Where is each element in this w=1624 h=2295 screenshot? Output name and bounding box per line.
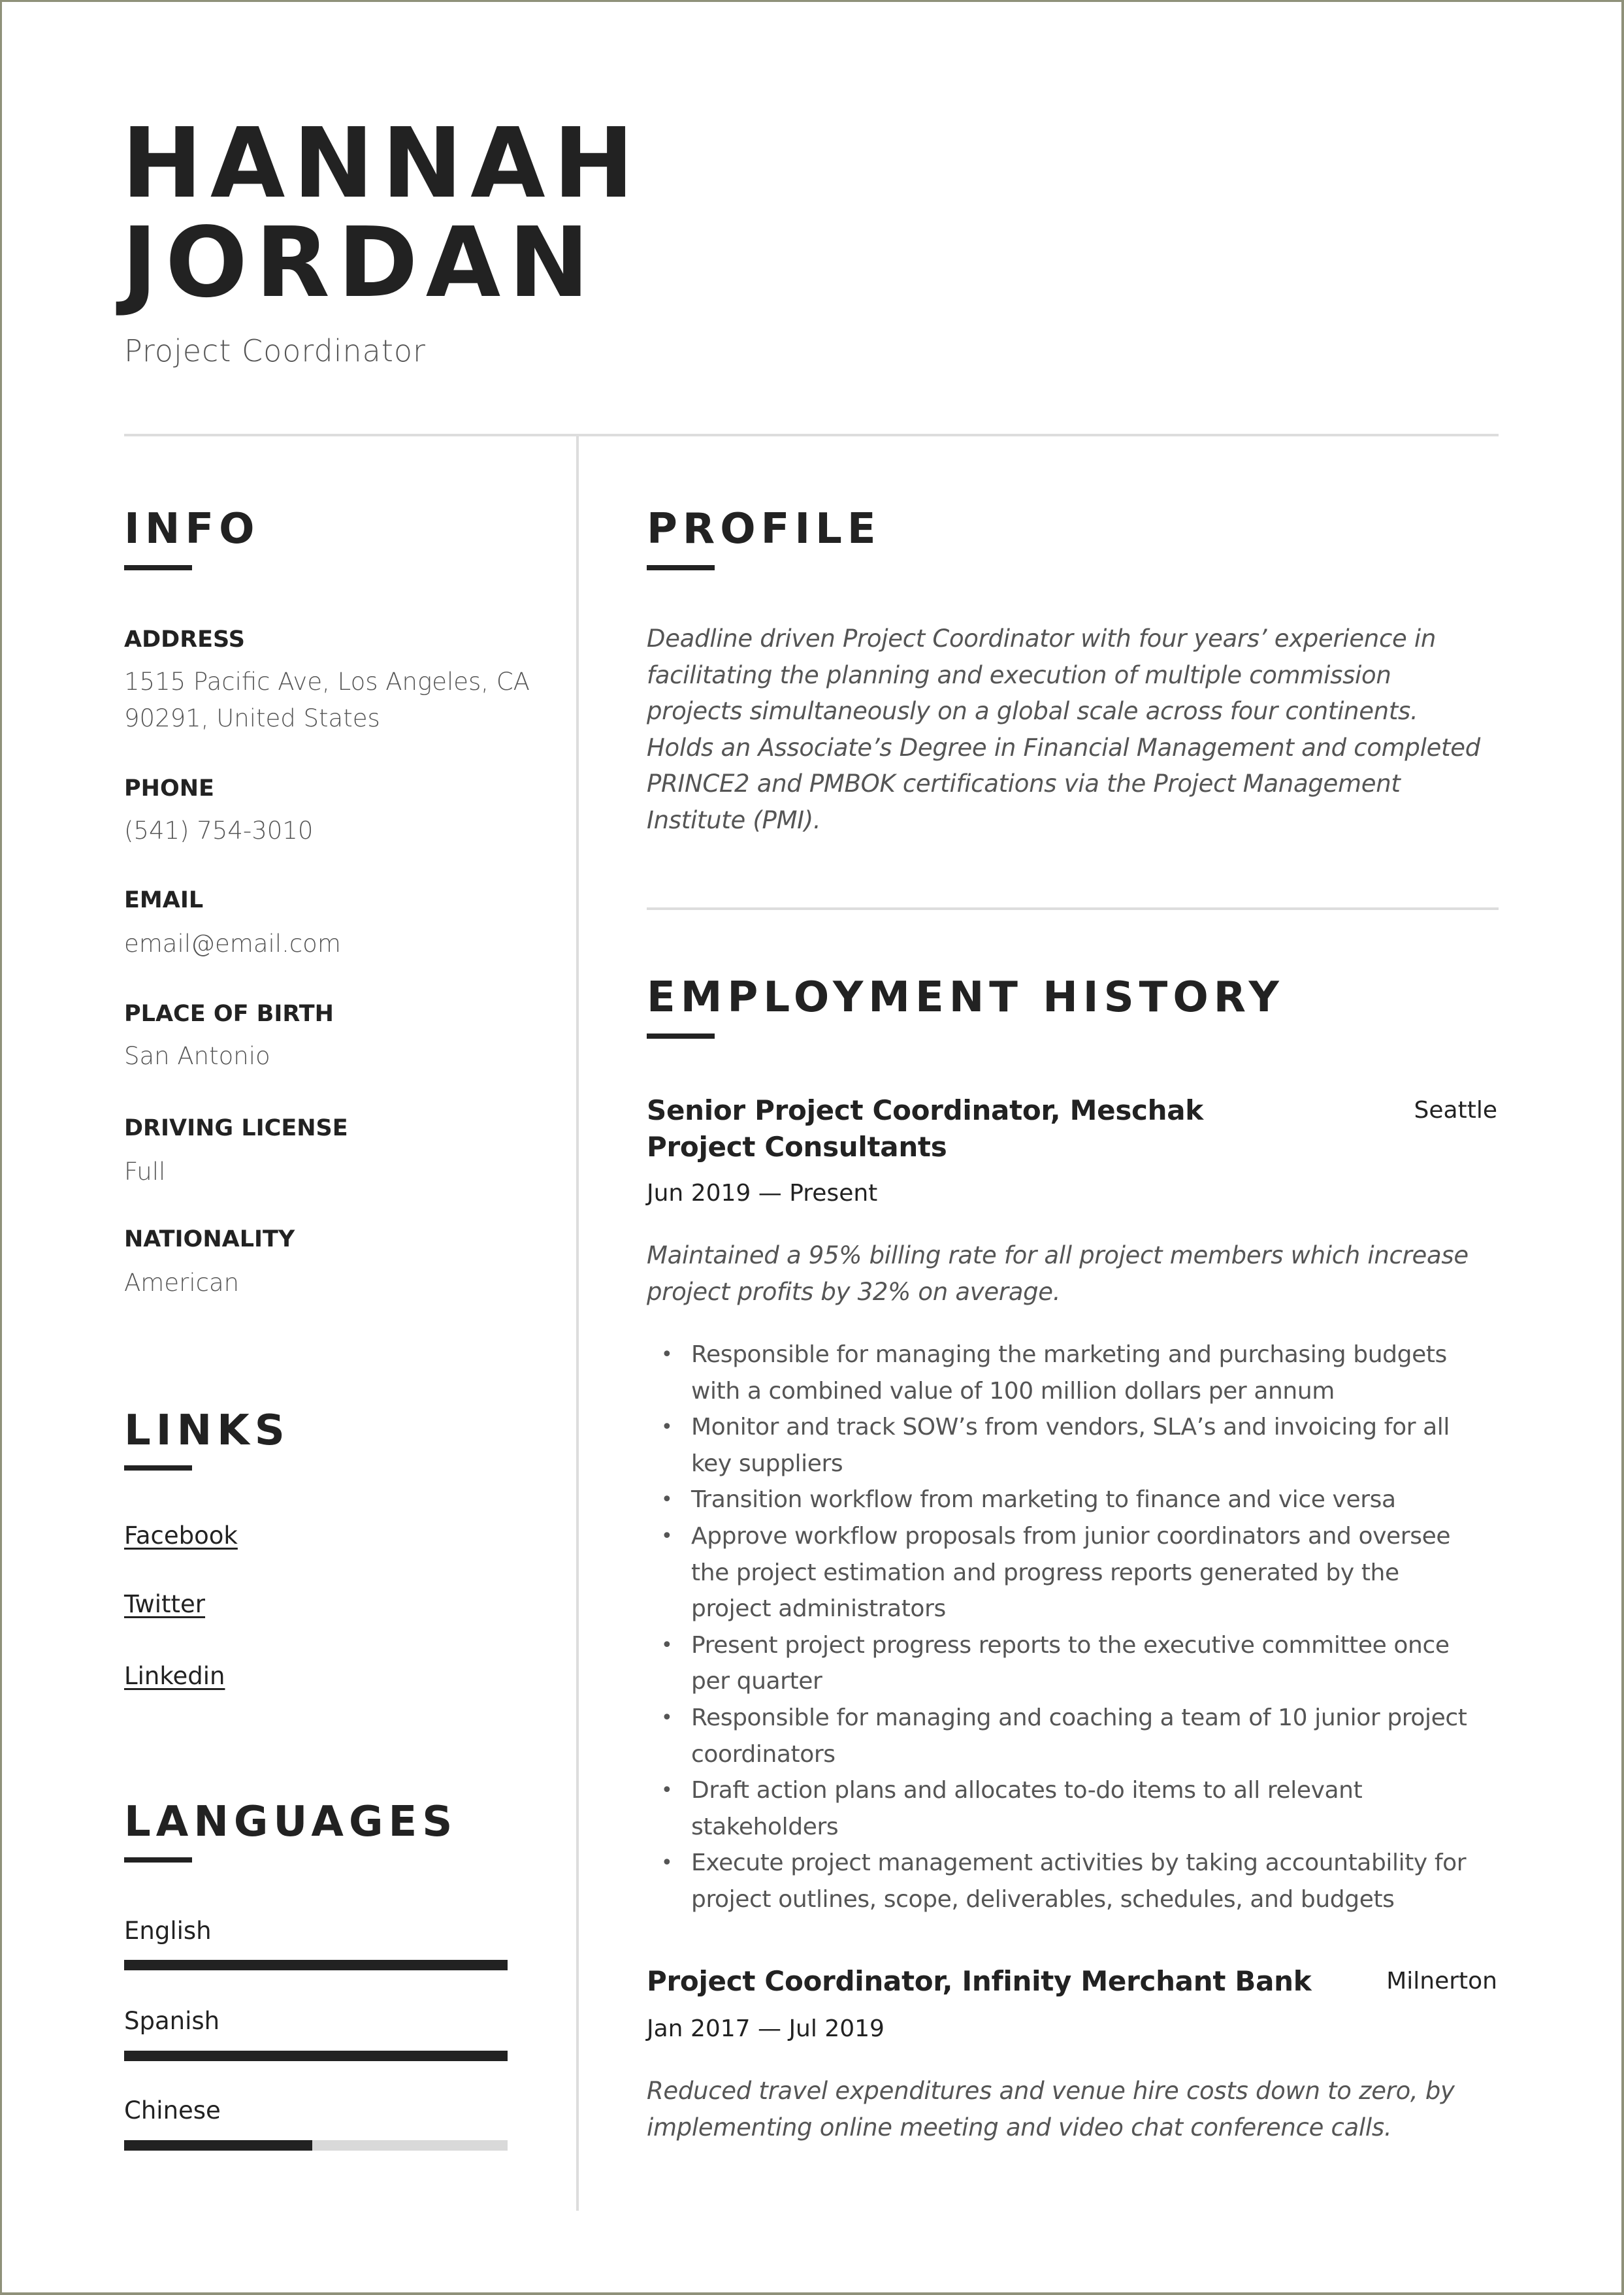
header-divider <box>124 434 1499 436</box>
language-chinese-level <box>124 2140 312 2151</box>
bullet-icon: • <box>661 1524 673 1548</box>
job-1-title: Senior Project Coordinator, Meschak Project Consultants <box>647 1094 1203 1163</box>
info-heading: INFO <box>124 505 260 553</box>
language-chinese-bar <box>124 2140 508 2151</box>
job-2-summary: Reduced travel expenditures and venue hire costs down to zero, by implementing online meeting and video chat conference calls. <box>647 2077 1455 2141</box>
list-item: • Execute project management activities by taking accountability for project outlines, scope, deliverables, schedules, and budgets <box>653 1845 1502 1917</box>
language-english-bar <box>124 1960 508 1970</box>
profile-line: Institute (PMI). <box>647 806 821 834</box>
job-2-dates: Jan 2017 — Jul 2019 <box>647 2015 885 2042</box>
list-item: • Draft action plans and allocates to-do items to all relevant stakeholders <box>653 1772 1502 1845</box>
list-item: • Transition workflow from marketing to finance and vice versa <box>653 1482 1502 1518</box>
profile-line: Holds an Associate’s Degree in Financial Management and completed <box>647 733 1480 762</box>
profile-line: PRINCE2 and PMBOK certifications via the Project Management <box>647 770 1401 798</box>
list-item: • Responsible for managing and coaching a team of 10 junior project coordinators <box>653 1700 1502 1772</box>
links-heading-underline <box>124 1465 192 1471</box>
phone-value: (541) 754-3010 <box>124 817 314 845</box>
last-name: JORDAN <box>122 206 598 319</box>
languages-heading-underline <box>124 1857 192 1863</box>
language-chinese-label: Chinese <box>124 2096 221 2124</box>
bullet-icon: • <box>661 1779 673 1802</box>
profile-line: facilitating the planning and execution of multiple commission <box>647 660 1391 689</box>
bullet-icon: • <box>661 1416 673 1439</box>
bullet-icon: • <box>661 1488 673 1512</box>
bullet-icon: • <box>661 1633 673 1657</box>
job-1-location: Seattle <box>1414 1097 1497 1124</box>
bullet-icon: • <box>661 1706 673 1729</box>
languages-heading: LANGUAGES <box>124 1798 458 1846</box>
profile-line: Deadline driven Project Coordinator with four years’ experience in <box>647 625 1437 653</box>
place-of-birth-value: San Antonio <box>124 1042 270 1070</box>
profile-heading: PROFILE <box>647 505 881 553</box>
list-item: • Approve workflow proposals from junior coordinators and oversee the project estimation and progress reports generated by the project administrators <box>653 1518 1502 1627</box>
address-label: ADDRESS <box>124 627 245 653</box>
language-spanish-bar <box>124 2051 508 2061</box>
job-2-location: Milnerton <box>1386 1968 1497 1994</box>
twitter-link[interactable]: Twitter <box>124 1590 206 1618</box>
links-heading: LINKS <box>124 1407 290 1455</box>
language-spanish-level <box>124 2051 508 2061</box>
profile-divider <box>647 907 1499 910</box>
employment-heading: EMPLOYMENT HISTORY <box>647 973 1284 1022</box>
language-english-label: English <box>124 1917 212 1945</box>
list-item: • Responsible for managing the marketing and purchasing budgets with a combined value of 100 million dollars per annum <box>653 1337 1502 1409</box>
driving-license-value: Full <box>124 1158 166 1186</box>
profile-summary <box>647 621 1499 839</box>
job-2-title: Project Coordinator, Infinity Merchant Bank <box>647 1965 1312 1997</box>
first-name: HANNAH <box>122 107 642 220</box>
job-title: Project Coordinator <box>124 333 426 368</box>
bullet-icon: • <box>661 1343 673 1366</box>
email-label: EMAIL <box>124 887 204 913</box>
driving-license-label: DRIVING LICENSE <box>124 1115 348 1141</box>
facebook-link[interactable]: Facebook <box>124 1522 238 1550</box>
list-item: • Present project progress reports to the executive committee once per quarter <box>653 1627 1502 1700</box>
list-item: • Monitor and track SOW’s from vendors, SLA’s and invoicing for all key suppliers <box>653 1409 1502 1482</box>
address-line-2: 90291, United States <box>124 704 380 732</box>
profile-line: projects simultaneously on a global scale across four continents. <box>647 697 1418 726</box>
address-line-1: 1515 Pacific Ave, Los Angeles, CA <box>124 668 530 696</box>
job-1-summary: Maintained a 95% billing rate for all project members which increase project profits by 32% on average. <box>647 1241 1469 1306</box>
language-english-level <box>124 1960 508 1970</box>
nationality-label: NATIONALITY <box>124 1226 295 1252</box>
profile-heading-underline <box>647 565 715 570</box>
column-divider <box>576 436 579 2211</box>
bullet-icon: • <box>661 1851 673 1875</box>
place-of-birth-label: PLACE OF BIRTH <box>124 1001 334 1027</box>
linkedin-link[interactable]: Linkedin <box>124 1662 225 1690</box>
phone-label: PHONE <box>124 775 214 802</box>
employment-heading-underline <box>647 1034 715 1039</box>
language-spanish-label: Spanish <box>124 2007 220 2035</box>
info-heading-underline <box>124 565 192 570</box>
email-value: email@email.com <box>124 930 341 958</box>
job-1-bullets <box>653 1337 1502 1918</box>
job-1-dates: Jun 2019 — Present <box>647 1180 878 1207</box>
nationality-value: American <box>124 1269 240 1297</box>
